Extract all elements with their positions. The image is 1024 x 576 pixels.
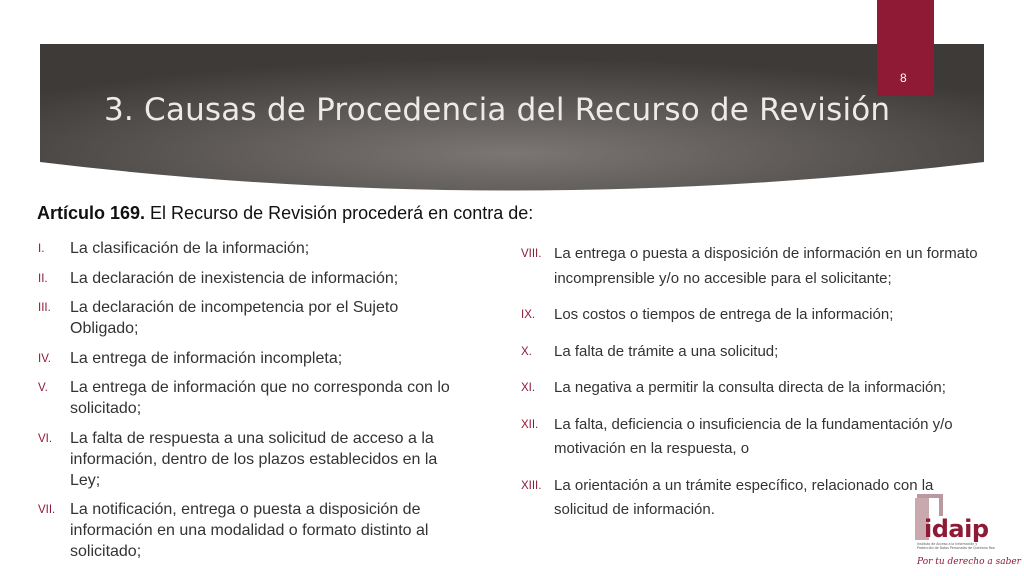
list-item-text: La negativa a permitir la consulta directa de la información; [554,379,946,396]
list-item [38,377,488,419]
list-item [521,413,991,462]
list-item [38,499,488,562]
roman-numeral: I. [38,243,45,255]
article-intro-text: El Recurso de Revisión procederá en contra de: [145,203,534,223]
list-item [521,340,991,365]
article-intro [37,203,533,224]
slide-title: 3. Causas de Procedencia del Recurso de Revisión [104,92,891,128]
roman-numeral: III. [38,302,51,314]
roman-numeral: II. [38,272,48,285]
list-item-text: La entrega de información incompleta; [70,349,343,367]
roman-numeral: VI. [38,432,53,445]
list-item-text: La orientación a un trámite específico, relacionado con la solicitud de información. [554,476,934,518]
list-item-text: La notificación, entrega o puesta a disposición de información en una modalidad o formato distinto al solicitado; [70,501,429,560]
list-item-text: La entrega de información que no corresponda con lo solicitado; [70,379,450,417]
roman-numeral: XII. [521,418,539,431]
list-item-text: La entrega o puesta a disposición de información en un formato incomprensible y/o no accesible para el solicitante; [554,245,978,287]
roman-numeral: IV. [38,352,52,365]
article-number: Artículo 169. [37,203,146,223]
roman-numeral: IX. [521,309,536,321]
causes-list-right [521,242,991,535]
list-item [521,376,991,401]
list-item-text: La falta de trámite a una solicitud; [554,342,779,360]
list-item-text: La clasificación de la información; [70,240,310,257]
roman-numeral: V. [38,382,48,394]
svg-text:Instituto de Acceso a la Infor: Instituto de Acceso a la Información y [917,542,978,546]
list-item [521,303,991,328]
svg-text:Por tu derecho a saber: Por tu derecho a saber [917,557,1021,567]
list-item [38,348,488,369]
list-item [38,428,488,491]
list-item [521,242,991,291]
causes-list-left [38,238,488,571]
svg-text:Protección de Datos Personales: Protección de Datos Personales de Quintana Roo [917,546,995,550]
list-item [38,297,488,339]
list-item [38,238,488,259]
roman-numeral: VIII. [521,248,542,260]
page-number: 8 [900,71,907,85]
list-item [38,268,488,289]
roman-numeral: X. [521,345,532,358]
roman-numeral: XIII. [521,479,542,492]
list-item-text: La falta, deficiencia o insuficiencia de la fundamentación y/o motivación en la respuesta, o [554,415,953,457]
list-item-text: La falta de respuesta a una solicitud de acceso a la información, dentro de los plazos establecidos en la Ley; [70,429,438,489]
list-item-text: La declaración de inexistencia de información; [70,269,399,287]
svg-text:idaip: idaip [924,515,989,543]
roman-numeral: XI. [521,382,536,394]
list-item-text: La declaración de incompetencia por el Sujeto Obligado; [70,299,399,337]
list-item-text: Los costos o tiempos de entrega de la información; [554,306,894,323]
idaip-logo [912,492,1021,570]
roman-numeral: VII. [38,504,56,516]
